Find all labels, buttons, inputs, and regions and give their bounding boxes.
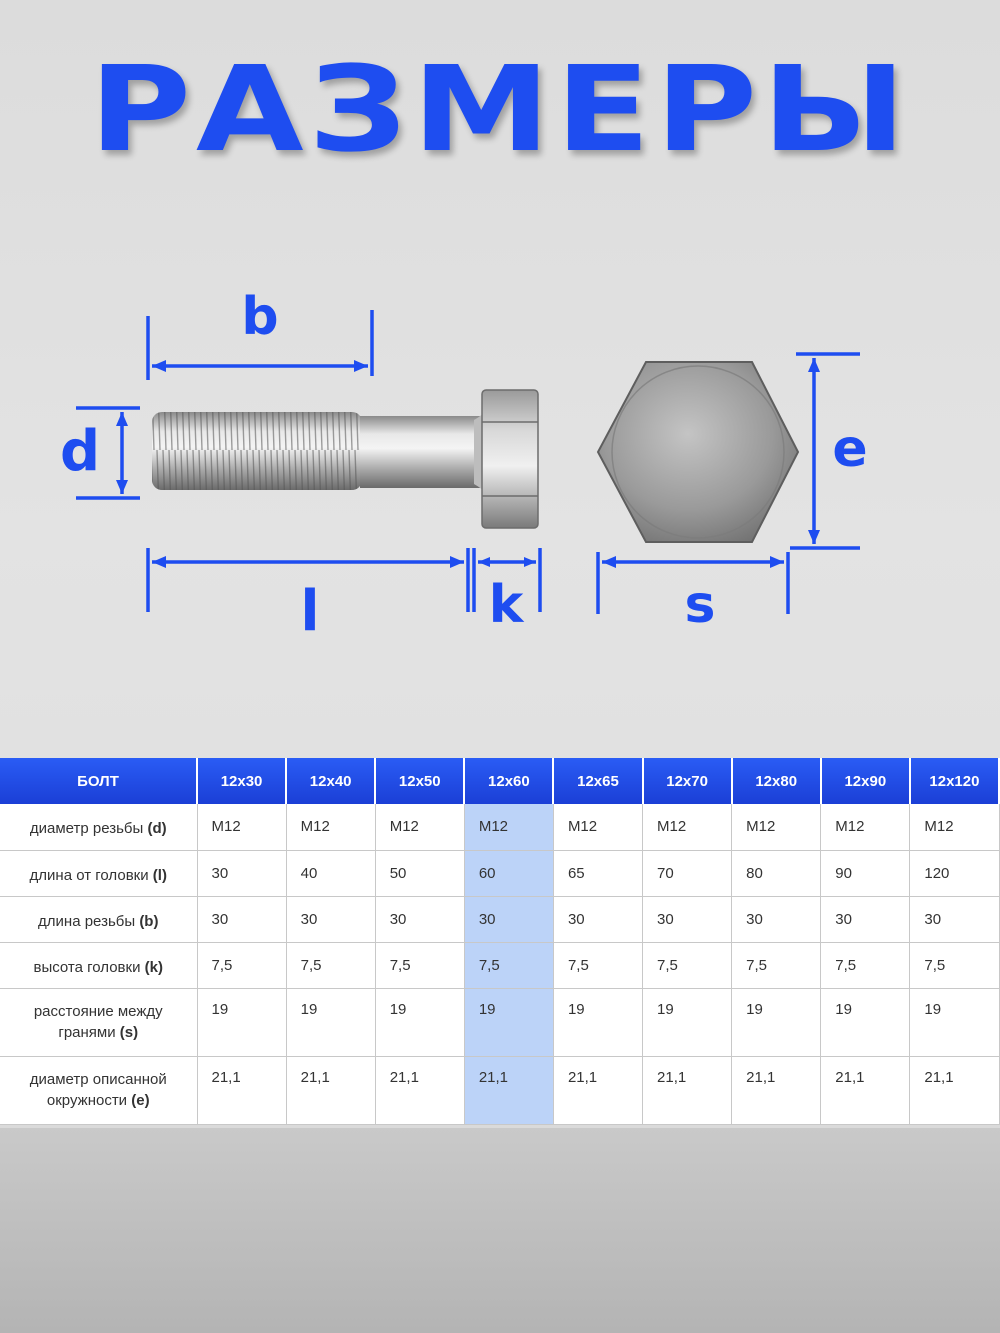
column-header: 12x60 (464, 758, 553, 804)
table-cell: M12 (197, 804, 286, 850)
table-cell: M12 (643, 804, 732, 850)
table-cell: M12 (553, 804, 642, 850)
hex-head (598, 362, 798, 542)
bolt-dimension-diagram (0, 250, 1000, 650)
table-cell: 21,1 (197, 1056, 286, 1124)
dimensions-table (0, 758, 1000, 1125)
table-cell: 19 (553, 988, 642, 1056)
table-cell: 21,1 (286, 1056, 375, 1124)
table-row (0, 896, 999, 942)
table-row (0, 988, 999, 1056)
table-cell: 30 (732, 896, 821, 942)
table-cell: 50 (375, 850, 464, 896)
table-row (0, 1056, 999, 1124)
column-header: 12x65 (553, 758, 642, 804)
table-cell: 7,5 (375, 942, 464, 988)
table-cell: M12 (732, 804, 821, 850)
table-cell: M12 (375, 804, 464, 850)
table-cell: 7,5 (910, 942, 999, 988)
table-cell: 7,5 (732, 942, 821, 988)
label-b: b (241, 287, 279, 347)
row-label: высота головки (k) (0, 942, 197, 988)
table-cell: 19 (821, 988, 910, 1056)
table-cell: 65 (553, 850, 642, 896)
row-label: диаметр резьбы (d) (0, 804, 197, 850)
column-header: 12x70 (643, 758, 732, 804)
column-header: 12x120 (910, 758, 999, 804)
table-cell: 7,5 (197, 942, 286, 988)
table-cell: 70 (643, 850, 732, 896)
column-header: 12x80 (732, 758, 821, 804)
label-s: s (684, 575, 716, 635)
table-cell: 19 (375, 988, 464, 1056)
table-cell: 21,1 (821, 1056, 910, 1124)
bolt-head (482, 390, 538, 528)
table-cell: 21,1 (375, 1056, 464, 1124)
table-cell: M12 (910, 804, 999, 850)
table-cell: M12 (821, 804, 910, 850)
hex-head-view (598, 362, 798, 542)
table-header-row (0, 758, 999, 804)
thread-lines (152, 412, 362, 490)
table-cell: 7,5 (643, 942, 732, 988)
table-cell: 120 (910, 850, 999, 896)
column-header: 12x50 (375, 758, 464, 804)
bolt-shank (360, 416, 492, 488)
table-cell: 30 (643, 896, 732, 942)
table-cell: 30 (197, 896, 286, 942)
row-label: диаметр описанной окружности (e) (0, 1056, 197, 1124)
table-cell: 19 (464, 988, 553, 1056)
row-label: длина резьбы (b) (0, 896, 197, 942)
table-cell: 7,5 (553, 942, 642, 988)
table-cell: 19 (197, 988, 286, 1056)
table-cell: 30 (910, 896, 999, 942)
table-cell: 19 (286, 988, 375, 1056)
column-header: 12x40 (286, 758, 375, 804)
column-header: 12x30 (197, 758, 286, 804)
header-bolt: БОЛТ (0, 758, 197, 804)
table-cell: 7,5 (286, 942, 375, 988)
table-cell: 60 (464, 850, 553, 896)
label-e: e (832, 419, 868, 479)
label-k: k (488, 575, 524, 635)
table-cell: M12 (464, 804, 553, 850)
table-cell: 40 (286, 850, 375, 896)
label-l: l (300, 579, 320, 644)
table-cell: 30 (464, 896, 553, 942)
table-cell: 21,1 (553, 1056, 642, 1124)
table-cell: M12 (286, 804, 375, 850)
table-cell: 19 (910, 988, 999, 1056)
bottom-band (0, 1128, 1000, 1333)
table-cell: 21,1 (732, 1056, 821, 1124)
table-row (0, 942, 999, 988)
table-cell: 19 (732, 988, 821, 1056)
page-title: РАЗМЕРЫ (89, 40, 911, 178)
table-cell: 7,5 (821, 942, 910, 988)
table-cell: 30 (375, 896, 464, 942)
row-label: длина от головки (l) (0, 850, 197, 896)
table-cell: 30 (197, 850, 286, 896)
table-cell: 19 (643, 988, 732, 1056)
row-label: расстояние между гранями (s) (0, 988, 197, 1056)
table-cell: 7,5 (464, 942, 553, 988)
label-d: d (59, 419, 101, 484)
table-cell: 80 (732, 850, 821, 896)
table-cell: 30 (821, 896, 910, 942)
table-cell: 30 (286, 896, 375, 942)
table-cell: 21,1 (464, 1056, 553, 1124)
table-cell: 21,1 (643, 1056, 732, 1124)
table-cell: 90 (821, 850, 910, 896)
table-row (0, 850, 999, 896)
table-row (0, 804, 999, 850)
bolt-side-view (152, 390, 538, 528)
table-cell: 21,1 (910, 1056, 999, 1124)
column-header: 12x90 (821, 758, 910, 804)
table-cell: 30 (553, 896, 642, 942)
